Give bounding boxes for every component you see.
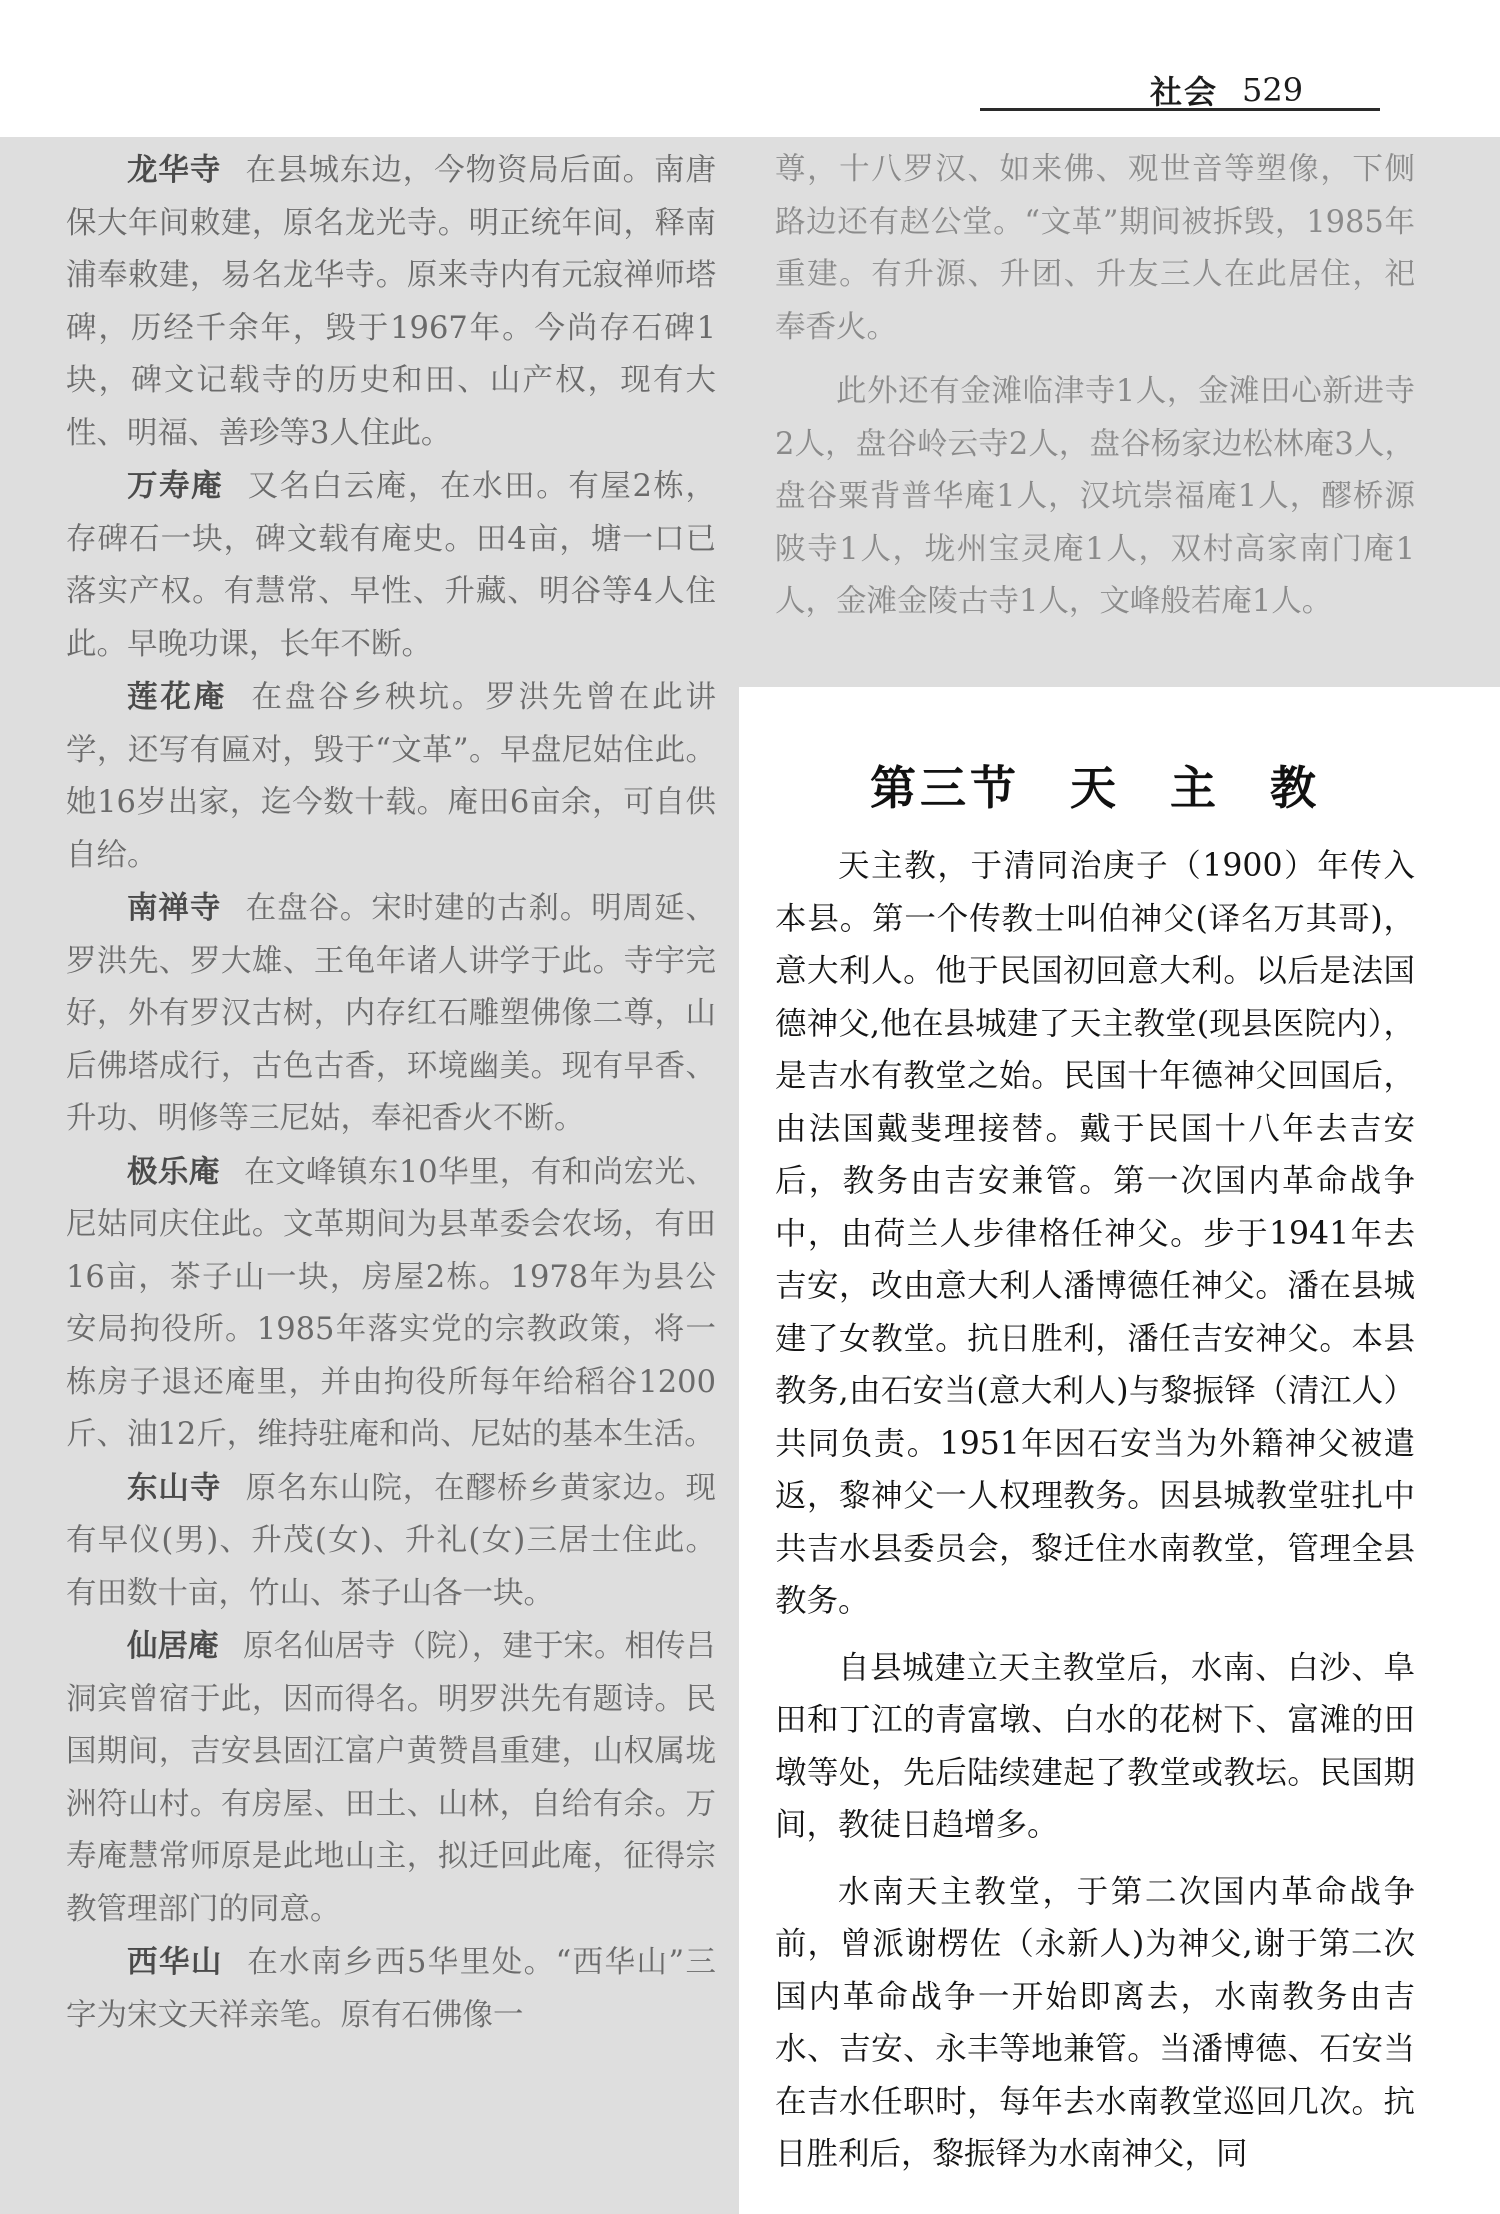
entry-text: 在盘谷乡秧坑。罗洪先曾在此讲学，还写有匾对，毁于“文革”。早盘尼姑住此。她16岁出家，迄今数十载。庵田6亩余，可自供自给。 xyxy=(66,680,717,873)
entry-text: 原名仙居寺（院），建于宋。相传吕洞宾曾宿于此，因而得名。明罗洪先有题诗。民国期间，吉安县固江富户黄赞昌重建，山权属垅洲符山村。有房屋、田土、山林，自给有余。万寿庵慧常师原是此地山主，拟迁回此庵，征得宗教管理部门的同意。 xyxy=(66,1629,717,1927)
entry-text: 在水南乡西5华里处。“西华山”三字为宋文天祥亲笔。原有石佛像一 xyxy=(66,1945,717,2033)
entry-text: 在文峰镇东10华里，有和尚宏光、尼姑同庆住此。文革期间为县革委会农场，有田16亩，茶子山一块，房屋2栋。1978年为县公安局拘役所。1985年落实党的宗教政策，将一栋房子退还庵里，并由拘役所每年给稻谷1200斤、油12斤，维持驻庵和尚、尼姑的基本生活。 xyxy=(66,1154,717,1452)
entry-title: 南禅寺 xyxy=(127,890,222,926)
entry-title: 莲花庵 xyxy=(127,679,228,715)
right-column-top xyxy=(775,144,1415,629)
entry-paragraph xyxy=(66,1462,716,1621)
entry-text: 又名白云庵，在水田。有屋2栋，存碑石一块，碑文载有庵史。田4亩，塘一口已落实产权。有慧常、早性、升藏、明谷等4人住此。早晚功课，长年不断。 xyxy=(66,469,717,662)
header-rule xyxy=(980,108,1380,111)
section-heading: 第三节 天 主 教 xyxy=(870,761,1320,815)
entry-text: 在县城东边，今物资局后面。南唐保大年间敕建，原名龙光寺。明正统年间，释南浦奉敕建，易名龙华寺。原来寺内有元寂禅师塔碑，历经千余年，毁于1967年。今尚存石碑1块，碑文记载寺的历史和田、山产权，现有大性、明福、善珍等3人住此。 xyxy=(66,153,717,451)
entry-title: 东山寺 xyxy=(127,1469,222,1506)
right-column-body xyxy=(775,840,1415,2195)
entry-paragraph xyxy=(66,1620,716,1936)
entry-title: 极乐庵 xyxy=(127,1153,220,1190)
continuation-paragraph: 尊，十八罗汉、如来佛、观世音等塑像，下侧路边还有赵公堂。“文革”期间被拆毁，1985年重建。有升源、升团、升友三人在此居住，祀奉香火。 xyxy=(775,152,1415,345)
entry-paragraph xyxy=(66,1146,716,1462)
body-paragraph: 自县城建立天主教堂后，水南、白沙、阜田和丁江的青富墩、白水的花树下、富滩的田墩等处，先后陆续建起了教堂或教坛。民国期间，教徒日趋增多。 xyxy=(775,1649,1415,1843)
entry-paragraph xyxy=(66,460,716,671)
entry-title: 西华山 xyxy=(127,1944,223,1980)
section-name: 社会 xyxy=(1150,73,1219,111)
page-number: 529 xyxy=(1242,71,1304,109)
running-header xyxy=(1150,70,1400,110)
body-paragraph: 水南天主教堂，于第二次国内革命战争前，曾派谢楞佐（永新人)为神父,谢于第二次国内革命战争一开始即离去，水南教务由吉水、吉安、永丰等地兼管。当潘博德、石安当在吉水任职时，每年去水南教堂巡回几次。抗日胜利后，黎振铎为水南神父，同 xyxy=(775,1873,1415,2172)
body-paragraph: 天主教，于清同治庚子（1900）年传入本县。第一个传教士叫伯神父(译名万其哥)，意大利人。他于民国初回意大利。以后是法国德神父,他在县城建了天主教堂(现县医院内），是吉水有教堂之始。民国十年德神父回国后，由法国戴斐理接替。戴于民国十八年去吉安后，教务由吉安兼管。第一次国内革命战争中，由荷兰人步律格任神父。步于1941年去吉安，改由意大利人潘博德任神父。潘在县城建了女教堂。抗日胜利，潘任吉安神父。本县教务,由石安当(意大利人)与黎振铎（清江人）共同负责。1951年因石安当为外籍神父被遣返，黎神父一人权理教务。因县城教堂驻扎中共吉水县委员会，黎迁住水南教堂，管理全县教务。 xyxy=(775,848,1415,1619)
entry-paragraph xyxy=(66,882,716,1146)
summary-paragraph: 此外还有金滩临津寺1人，金滩田心新进寺2人，盘谷岭云寺2人，盘谷杨家边松林庵3人，盘谷粟背普华庵1人，汉坑崇福庵1人，醪桥源陂寺1人，垅州宝灵庵1人，双村高家南门庵1人，金滩金陵古寺1人，文峰般若庵1人。 xyxy=(775,374,1415,619)
entry-text: 原名东山院，在醪桥乡黄家边。现有早仪(男)、升茂(女)、升礼(女)三居士住此。有田数十亩，竹山、茶子山各一块。 xyxy=(66,1470,717,1611)
entry-paragraph xyxy=(66,671,716,882)
entry-paragraph xyxy=(66,144,716,460)
entry-title: 仙居庵 xyxy=(127,1628,219,1664)
entry-title: 龙华寺 xyxy=(127,152,222,188)
entry-title: 万寿庵 xyxy=(127,468,224,504)
entry-text: 在盘谷。宋时建的古刹。明周延、罗洪先、罗大雄、王龟年诸人讲学于此。寺宇完好，外有罗汉古树，内存红石雕塑佛像二尊，山后佛塔成行，古色古香，环境幽美。现有早香、升功、明修等三尼姑，奉祀香火不断。 xyxy=(66,891,717,1136)
entry-paragraph xyxy=(66,1936,716,2042)
left-column xyxy=(66,144,716,2042)
